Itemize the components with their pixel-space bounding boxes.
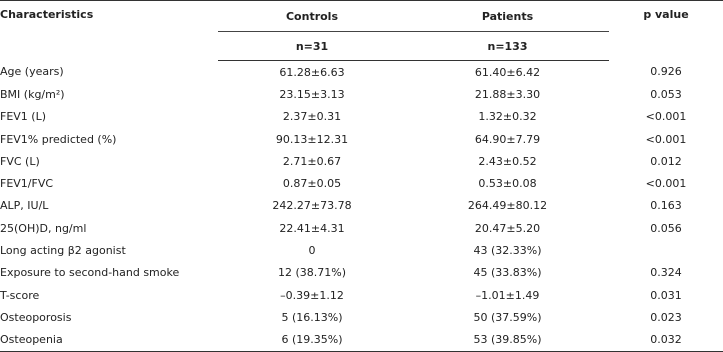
p-value: 0.056 (650, 221, 682, 235)
row-label: T-score (0, 288, 40, 302)
p-value: 0.032 (609, 329, 723, 352)
table-row (0, 306, 723, 328)
table-row (0, 195, 723, 217)
table-row (0, 239, 723, 261)
p-value: <0.001 (645, 110, 687, 124)
table-row (0, 172, 723, 194)
row-label: FEV1 (L) (0, 110, 47, 124)
controls-value: 22.41±4.31 (279, 221, 345, 235)
patients-value: 20.47±5.20 (474, 221, 541, 235)
patients-value: 2.43±0.52 (478, 154, 537, 168)
patients-value: 21.88±3.30 (474, 87, 541, 101)
controls-value: 23.15±3.13 (279, 87, 345, 101)
patients-value: 61.40±6.42 (474, 65, 541, 79)
header-patients-n: n=133 (406, 32, 609, 61)
patients-value: 264.49±80.12 (467, 199, 548, 213)
controls-value: 2.71±0.67 (282, 154, 342, 168)
p-value: 0.031 (650, 288, 682, 302)
row-label: FEV1/FVC (0, 177, 54, 191)
controls-value: 6 (19.35%) (218, 329, 406, 352)
row-label: Osteoporosis (0, 310, 72, 324)
table-row (0, 128, 723, 150)
patients-value: 0.53±0.08 (478, 177, 537, 191)
header-controls-n: n=31 (218, 32, 406, 61)
p-value: 0.023 (650, 310, 682, 324)
table-row (0, 217, 723, 239)
table-row (0, 83, 723, 105)
p-value: 0.163 (650, 199, 682, 213)
p-value: <0.001 (645, 177, 687, 191)
row-label: Osteopenia (0, 329, 218, 352)
p-value: <0.001 (645, 132, 687, 146)
row-label: Long acting β2 agonist (0, 244, 126, 258)
row-label: BMI (kg/m²) (0, 87, 65, 101)
header-row (0, 1, 723, 32)
table-row (0, 262, 723, 284)
controls-value: –0.39±1.12 (280, 288, 344, 302)
row-label: Age (years) (0, 65, 64, 79)
controls-value: 0.87±0.05 (282, 177, 342, 191)
controls-value: 12 (38.71%) (277, 266, 347, 280)
patients-value: –1.01±1.49 (475, 288, 540, 302)
p-value: 0.324 (650, 266, 682, 280)
patients-value: 53 (39.85%) (406, 329, 609, 352)
header-patients: Patients (406, 1, 609, 32)
row-label: FVC (L) (0, 154, 40, 168)
p-value (609, 239, 723, 261)
row-label: 25(OH)D, ng/ml (0, 221, 87, 235)
patients-value: 64.90±7.79 (474, 132, 541, 146)
controls-value: 242.27±73.78 (272, 199, 352, 213)
p-value: 0.012 (650, 154, 682, 168)
patients-value: 50 (37.59%) (473, 310, 542, 324)
p-value: 0.053 (650, 87, 682, 101)
row-label: ALP, IU/L (0, 199, 49, 213)
table-row (0, 150, 723, 172)
header-characteristics: Characteristics (0, 1, 218, 61)
controls-value: 0 (308, 244, 316, 258)
controls-value: 61.28±6.63 (279, 65, 345, 79)
patients-value: 1.32±0.32 (478, 110, 537, 124)
table-row (0, 61, 723, 84)
table-row (0, 284, 723, 306)
table-row (0, 106, 723, 128)
patients-value: 45 (33.83%) (473, 266, 542, 280)
row-label: FEV1% predicted (%) (0, 132, 117, 146)
controls-value: 90.13±12.31 (275, 132, 349, 146)
p-value: 0.926 (650, 65, 682, 79)
table-body (0, 61, 723, 352)
controls-value: 2.37±0.31 (282, 110, 342, 124)
header-p-value: p value (609, 1, 723, 61)
controls-value: 5 (16.13%) (281, 310, 343, 324)
header-controls: Controls (218, 1, 406, 32)
row-label: Exposure to second-hand smoke (0, 266, 180, 280)
patients-value: 43 (32.33%) (473, 244, 542, 258)
